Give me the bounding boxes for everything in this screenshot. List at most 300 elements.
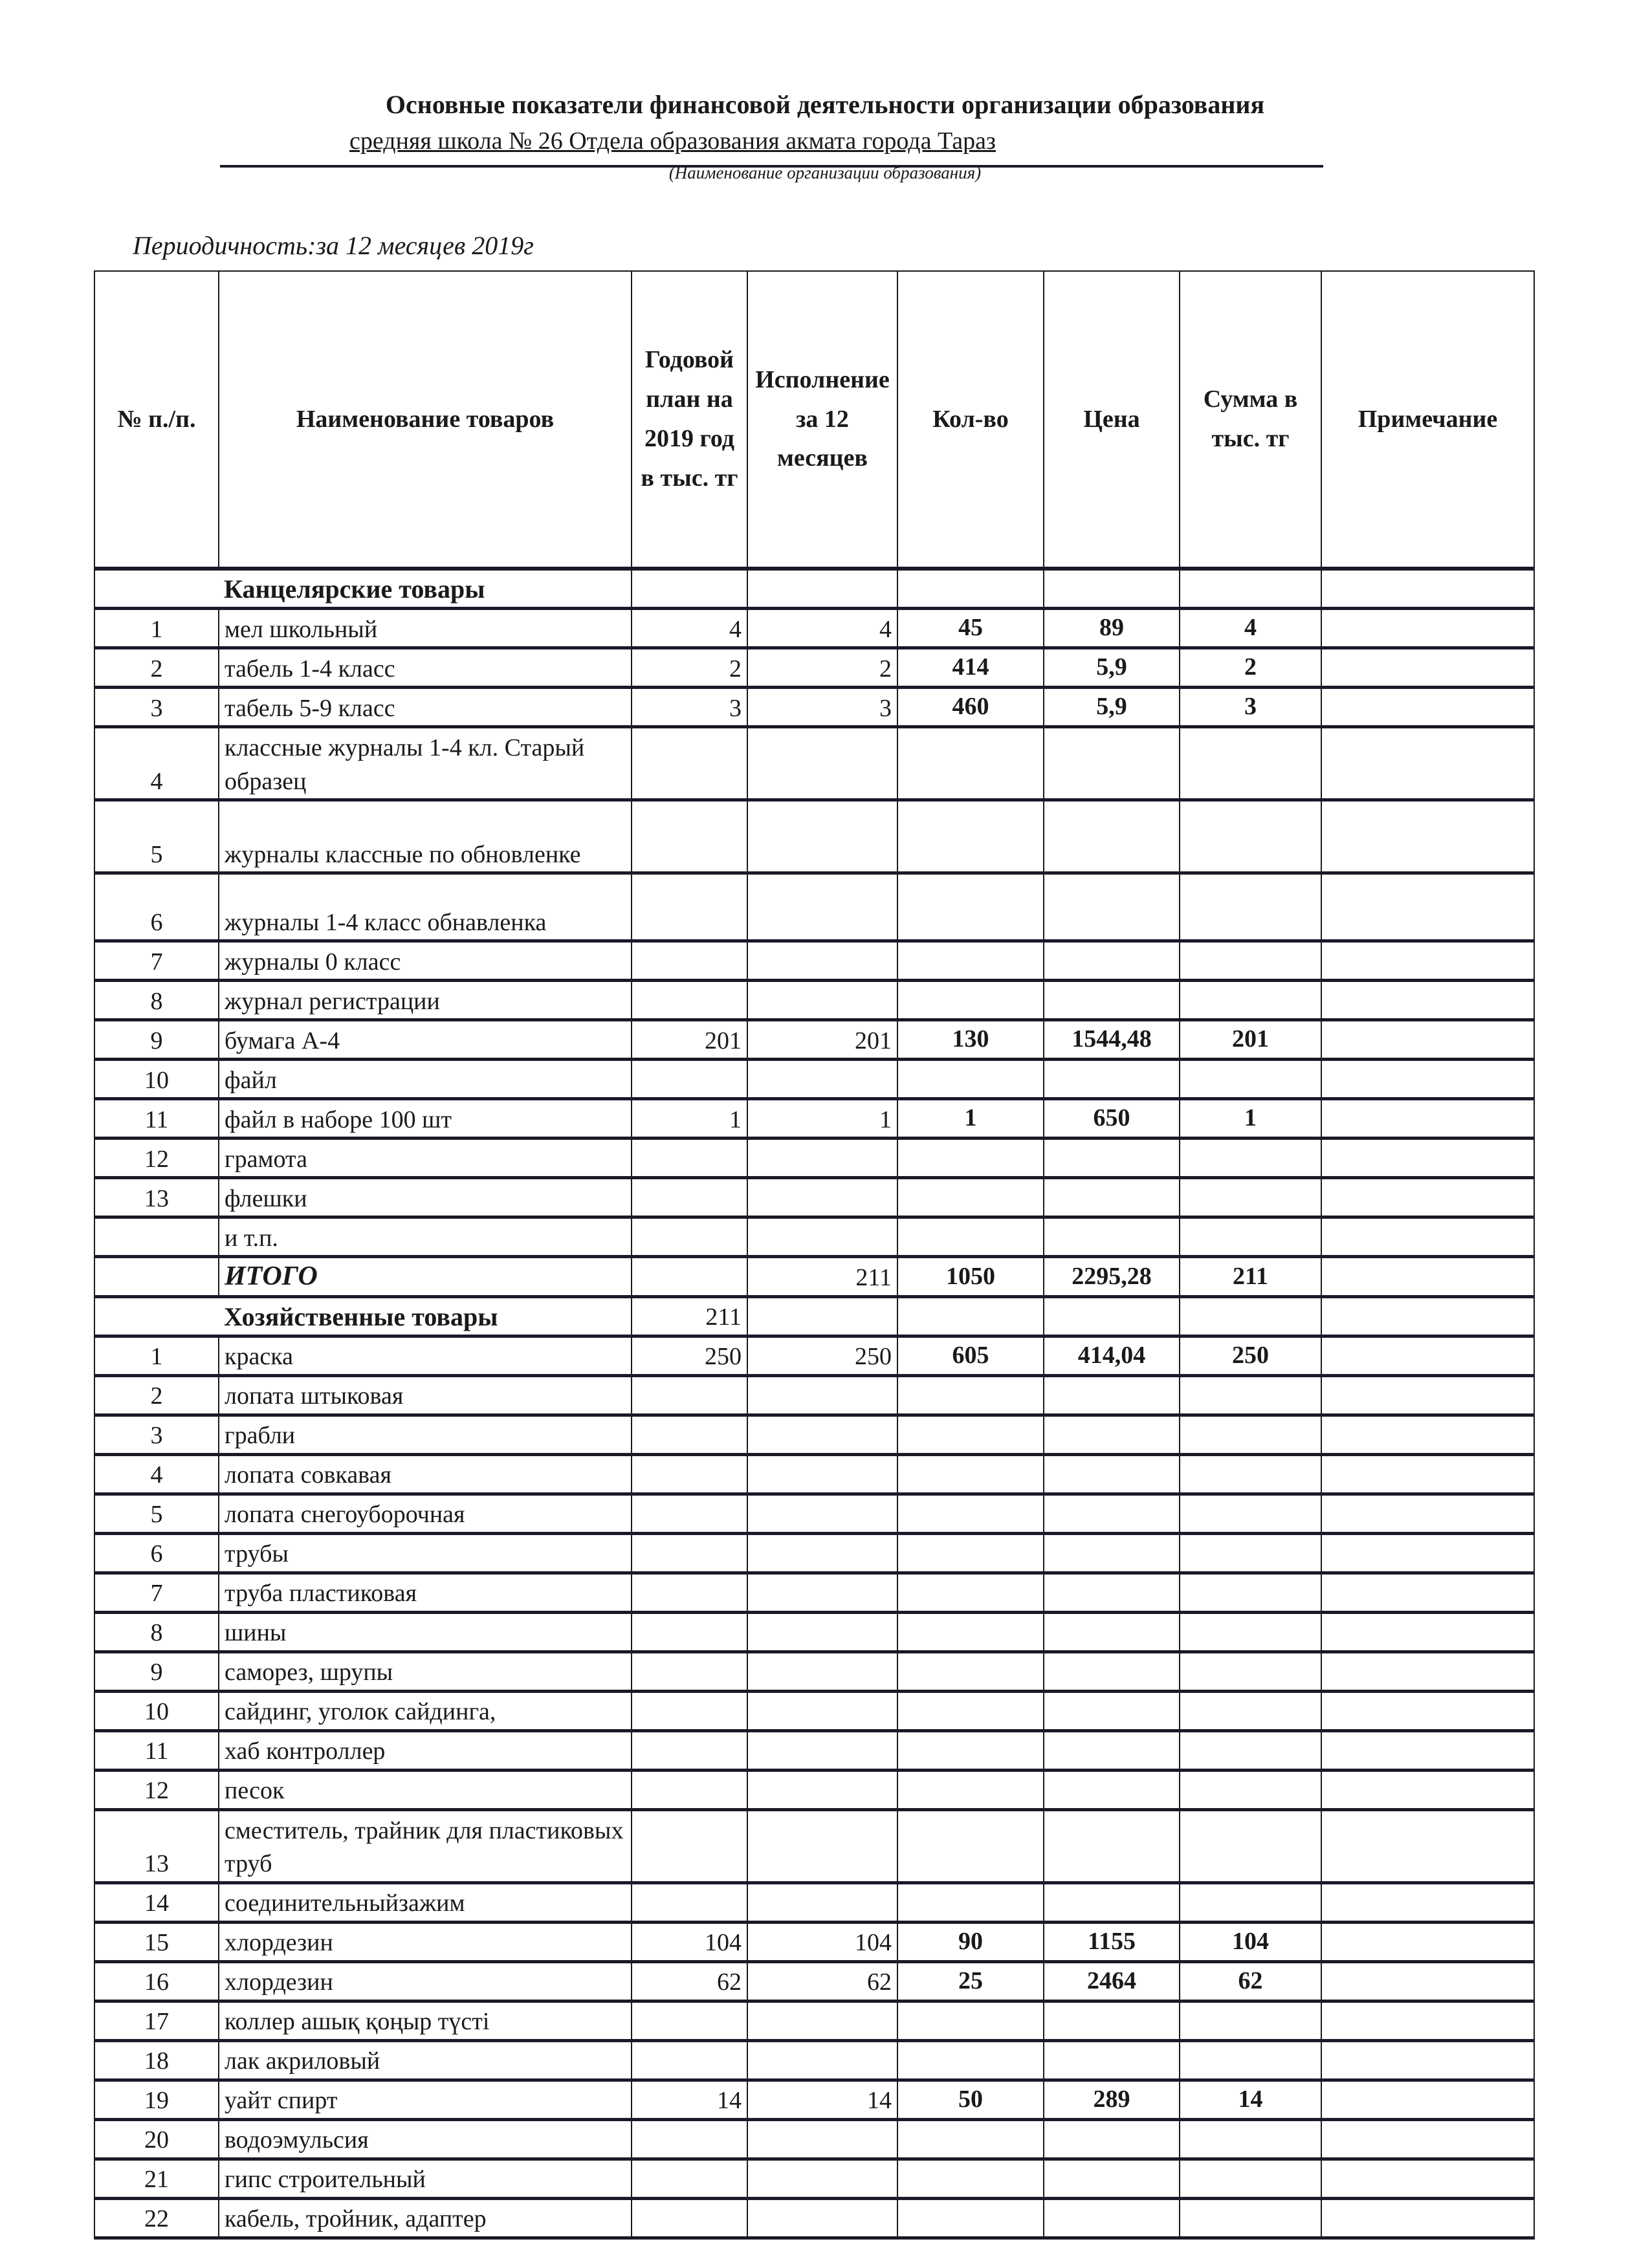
table-row [94,1691,1534,1730]
execution-value [747,2001,897,2040]
col-header-sum: Сумма в тыс. тг [1180,271,1321,569]
row-number: 5 [94,800,219,873]
price-value [1044,1494,1180,1533]
note-value [1321,2119,1534,2159]
annual-plan-value: 2 [632,648,747,688]
note-value [1321,1415,1534,1454]
price-value [1044,1770,1180,1809]
sum-value [1180,1139,1321,1178]
note-value [1321,1217,1534,1257]
row-number: 3 [94,688,219,727]
sum-value: 1 [1180,1099,1321,1139]
annual-plan-value [632,1217,747,1257]
quantity-value [897,1691,1044,1730]
empty-cell [897,1296,1044,1336]
note-value [1321,648,1534,688]
quantity-value [897,1178,1044,1217]
quantity-value: 130 [897,1020,1044,1060]
price-value [1044,1139,1180,1178]
sum-value [1180,1454,1321,1494]
execution-value [747,1494,897,1533]
item-name: водоэмульсия [219,2119,632,2159]
execution-value [747,1809,897,1882]
execution-value [747,727,897,800]
table-row [94,941,1534,981]
table-row [94,2198,1534,2238]
total-note [1321,1257,1534,1297]
note-value [1321,1922,1534,1961]
sum-value [1180,1060,1321,1099]
price-value [1044,2198,1180,2238]
sum-value [1180,2001,1321,2040]
quantity-value: 45 [897,609,1044,648]
price-value [1044,873,1180,941]
table-row [94,1652,1534,1691]
item-name: сайдинг, уголок сайдинга, [219,1691,632,1730]
table-row [94,1730,1534,1770]
annual-plan-value [632,800,747,873]
item-name: флешки [219,1178,632,1217]
execution-value: 104 [747,1922,897,1961]
total-quantity: 1050 [897,1257,1044,1297]
note-value [1321,1961,1534,2001]
note-value [1321,1730,1534,1770]
price-value: 414,04 [1044,1336,1180,1375]
execution-value: 250 [747,1336,897,1375]
execution-value [747,2119,897,2159]
execution-value [747,981,897,1020]
price-value: 2464 [1044,1961,1180,2001]
item-name: лопата совкавая [219,1454,632,1494]
annual-plan-value: 104 [632,1922,747,1961]
annual-plan-value [632,941,747,981]
quantity-value: 90 [897,1922,1044,1961]
price-value [1044,727,1180,800]
price-value [1044,1060,1180,1099]
execution-value [747,800,897,873]
col-header-quantity: Кол-во [897,271,1044,569]
annual-plan-value [632,1533,747,1573]
execution-value [747,1217,897,1257]
quantity-value [897,1375,1044,1415]
quantity-value [897,1060,1044,1099]
execution-value [747,1573,897,1612]
execution-value: 4 [747,609,897,648]
table-row [94,1415,1534,1454]
item-name: грабли [219,1415,632,1454]
total-plan [632,1257,747,1297]
row-number: 8 [94,1612,219,1652]
item-name: грамота [219,1139,632,1178]
row-number: 10 [94,1691,219,1730]
execution-value [747,2040,897,2080]
item-name: файл в наборе 100 шт [219,1099,632,1139]
item-name: шины [219,1612,632,1652]
quantity-value [897,727,1044,800]
row-number: 2 [94,648,219,688]
note-value [1321,941,1534,981]
col-header-note: Примечание [1321,271,1534,569]
note-value [1321,873,1534,941]
note-value [1321,1770,1534,1809]
item-name: журналы классные по обновленке [219,800,632,873]
item-name: трубы [219,1533,632,1573]
price-value [1044,1178,1180,1217]
note-value [1321,1060,1534,1099]
item-name: гипс строительный [219,2159,632,2198]
annual-plan-value [632,1691,747,1730]
section-number-cell [94,569,219,609]
price-value [1044,1882,1180,1922]
annual-plan-value [632,1612,747,1652]
execution-value [747,1415,897,1454]
row-number: 13 [94,1809,219,1882]
organization-name: средняя школа № 26 Отдела образования акмата города Тараз [349,127,996,155]
quantity-value [897,1217,1044,1257]
item-name: соединительныйзажим [219,1882,632,1922]
financial-indicators-table [94,270,1535,2240]
table-row [94,688,1534,727]
row-number: 1 [94,609,219,648]
section-plan: 211 [632,1296,747,1336]
sum-value: 2 [1180,648,1321,688]
note-value [1321,1612,1534,1652]
note-value [1321,2159,1534,2198]
item-name: классные журналы 1-4 кл. Старый образец [219,727,632,800]
price-value: 89 [1044,609,1180,648]
execution-value [747,1139,897,1178]
quantity-value [897,941,1044,981]
table-row [94,1139,1534,1178]
sum-value [1180,1612,1321,1652]
table-row [94,1612,1534,1652]
execution-value [747,1060,897,1099]
col-header-name: Наименование товаров [219,271,632,569]
total-row [94,1257,1534,1297]
table-row [94,1533,1534,1573]
annual-plan-value [632,2040,747,2080]
annual-plan-value [632,2159,747,2198]
annual-plan-value: 3 [632,688,747,727]
table-row [94,1770,1534,1809]
section-header-row [94,1296,1534,1336]
reporting-period: Периодичность:за 12 месяцев 2019г [133,231,534,260]
row-number: 5 [94,1494,219,1533]
price-value: 5,9 [1044,648,1180,688]
table-row [94,1573,1534,1612]
table-row [94,2001,1534,2040]
item-name: файл [219,1060,632,1099]
total-label: ИТОГО [219,1257,632,1297]
quantity-value [897,2040,1044,2080]
quantity-value [897,1882,1044,1922]
item-name: лопата снегоуборочная [219,1494,632,1533]
quantity-value [897,1730,1044,1770]
item-name: песок [219,1770,632,1809]
sum-value [1180,1494,1321,1533]
empty-cell [1321,569,1534,609]
annual-plan-value [632,981,747,1020]
item-name: журналы 0 класс [219,941,632,981]
annual-plan-value [632,1060,747,1099]
row-number: 18 [94,2040,219,2080]
quantity-value [897,2119,1044,2159]
price-value [1044,1612,1180,1652]
note-value [1321,1020,1534,1060]
row-number: 10 [94,1060,219,1099]
annual-plan-value: 1 [632,1099,747,1139]
item-name: бумага А-4 [219,1020,632,1060]
table-row [94,727,1534,800]
table-row [94,1809,1534,1882]
item-name: мел школьный [219,609,632,648]
empty-cell [1180,1296,1321,1336]
row-number: 14 [94,1882,219,1922]
sum-value [1180,1730,1321,1770]
execution-value: 62 [747,1961,897,2001]
table-row [94,2119,1534,2159]
row-number: 13 [94,1178,219,1217]
table-row [94,1099,1534,1139]
note-value [1321,1454,1534,1494]
annual-plan-value [632,1454,747,1494]
section-title: Хозяйственные товары [219,1296,632,1336]
note-value [1321,1375,1534,1415]
sum-value: 3 [1180,688,1321,727]
col-header-price: Цена [1044,271,1180,569]
execution-value [747,2159,897,2198]
total-sum: 211 [1180,1257,1321,1297]
price-value: 1155 [1044,1922,1180,1961]
annual-plan-value: 62 [632,1961,747,2001]
table-row [94,1217,1534,1257]
execution-value: 14 [747,2080,897,2119]
quantity-value: 1 [897,1099,1044,1139]
row-number: 22 [94,2198,219,2238]
row-number: 17 [94,2001,219,2040]
row-number: 12 [94,1139,219,1178]
sum-value: 104 [1180,1922,1321,1961]
row-number: 1 [94,1336,219,1375]
price-value [1044,981,1180,1020]
price-value [1044,800,1180,873]
note-value [1321,1139,1534,1178]
price-value [1044,2119,1180,2159]
row-number: 6 [94,873,219,941]
execution-value: 3 [747,688,897,727]
col-header-number: № п./п. [94,271,219,569]
annual-plan-value [632,727,747,800]
sum-value: 14 [1180,2080,1321,2119]
execution-value [747,2198,897,2238]
annual-plan-value [632,1494,747,1533]
annual-plan-value [632,2001,747,2040]
row-number: 11 [94,1730,219,1770]
note-value [1321,2080,1534,2119]
quantity-value [897,1612,1044,1652]
quantity-value [897,1652,1044,1691]
annual-plan-value [632,1375,747,1415]
sum-value: 62 [1180,1961,1321,2001]
table-row [94,609,1534,648]
sum-value: 250 [1180,1336,1321,1375]
table-row [94,1922,1534,1961]
price-value [1044,1809,1180,1882]
annual-plan-value [632,1178,747,1217]
row-number: 9 [94,1020,219,1060]
annual-plan-value [632,1139,747,1178]
annual-plan-value: 201 [632,1020,747,1060]
note-value [1321,981,1534,1020]
note-value [1321,800,1534,873]
table-row [94,800,1534,873]
table-row [94,2159,1534,2198]
sum-value [1180,1652,1321,1691]
item-name: хлордезин [219,1922,632,1961]
table-row [94,1961,1534,2001]
sum-value: 201 [1180,1020,1321,1060]
sum-value [1180,2159,1321,2198]
price-value [1044,2040,1180,2080]
note-value [1321,1882,1534,1922]
price-value [1044,1691,1180,1730]
sum-value [1180,727,1321,800]
total-execution: 211 [747,1257,897,1297]
execution-value [747,1730,897,1770]
sum-value [1180,1415,1321,1454]
sum-value [1180,2198,1321,2238]
sum-value [1180,1533,1321,1573]
note-value [1321,727,1534,800]
annual-plan-value: 4 [632,609,747,648]
quantity-value [897,2198,1044,2238]
quantity-value [897,1533,1044,1573]
price-value [1044,1730,1180,1770]
note-value [1321,1691,1534,1730]
row-number [94,1217,219,1257]
annual-plan-value [632,1415,747,1454]
note-value [1321,1178,1534,1217]
execution-value [747,873,897,941]
item-name: лак акриловый [219,2040,632,2080]
annual-plan-value [632,1770,747,1809]
sum-value [1180,1882,1321,1922]
table-row [94,1060,1534,1099]
execution-value: 1 [747,1099,897,1139]
price-value [1044,1533,1180,1573]
row-number: 9 [94,1652,219,1691]
document-title: Основные показатели финансовой деятельности организации образования [385,90,1265,119]
table-row [94,1494,1534,1533]
empty-cell [747,569,897,609]
item-name: лопата штыковая [219,1375,632,1415]
quantity-value [897,2001,1044,2040]
quantity-value [897,1494,1044,1533]
row-number: 7 [94,1573,219,1612]
sum-value [1180,873,1321,941]
annual-plan-value [632,1652,747,1691]
row-number: 3 [94,1415,219,1454]
price-value: 650 [1044,1099,1180,1139]
row-number: 12 [94,1770,219,1809]
execution-value [747,1612,897,1652]
price-value: 289 [1044,2080,1180,2119]
table-row [94,1375,1534,1415]
empty-cell [1321,1296,1534,1336]
quantity-value [897,1454,1044,1494]
quantity-value: 50 [897,2080,1044,2119]
row-number: 20 [94,2119,219,2159]
sum-value [1180,1178,1321,1217]
item-name: хаб контроллер [219,1730,632,1770]
price-value [1044,941,1180,981]
sum-value: 4 [1180,609,1321,648]
quantity-value [897,981,1044,1020]
price-value [1044,1415,1180,1454]
price-value [1044,1573,1180,1612]
item-name: кабель, тройник, адаптер [219,2198,632,2238]
execution-value: 2 [747,648,897,688]
section-plan [632,569,747,609]
item-name: хлордезин [219,1961,632,2001]
price-value [1044,1375,1180,1415]
sum-value [1180,1217,1321,1257]
note-value [1321,1494,1534,1533]
price-value [1044,1652,1180,1691]
execution-value [747,1652,897,1691]
table-row [94,873,1534,941]
price-value: 1544,48 [1044,1020,1180,1060]
row-number: 21 [94,2159,219,2198]
quantity-value [897,1770,1044,1809]
item-name: сместитель, трайник для пластиковых труб [219,1809,632,1882]
table-row [94,1020,1534,1060]
table-row [94,1454,1534,1494]
execution-value [747,1770,897,1809]
annual-plan-value [632,2119,747,2159]
annual-plan-value [632,1882,747,1922]
sum-value [1180,1691,1321,1730]
sum-value [1180,1770,1321,1809]
quantity-value [897,1415,1044,1454]
note-value [1321,2001,1534,2040]
section-number-cell [94,1296,219,1336]
annual-plan-value [632,2198,747,2238]
sum-value [1180,1375,1321,1415]
row-number: 15 [94,1922,219,1961]
empty-cell [1044,1296,1180,1336]
table-row [94,981,1534,1020]
quantity-value [897,1139,1044,1178]
row-number: 8 [94,981,219,1020]
sum-value [1180,2040,1321,2080]
execution-value [747,1454,897,1494]
empty-cell [747,1296,897,1336]
empty-cell [1044,569,1180,609]
row-number: 4 [94,1454,219,1494]
table-row [94,1178,1534,1217]
item-name: журналы 1-4 класс обнавленка [219,873,632,941]
table-row [94,1882,1534,1922]
sum-value [1180,981,1321,1020]
note-value [1321,609,1534,648]
annual-plan-value: 14 [632,2080,747,2119]
quantity-value [897,873,1044,941]
note-value [1321,1573,1534,1612]
table-row [94,648,1534,688]
price-value [1044,2001,1180,2040]
quantity-value: 414 [897,648,1044,688]
